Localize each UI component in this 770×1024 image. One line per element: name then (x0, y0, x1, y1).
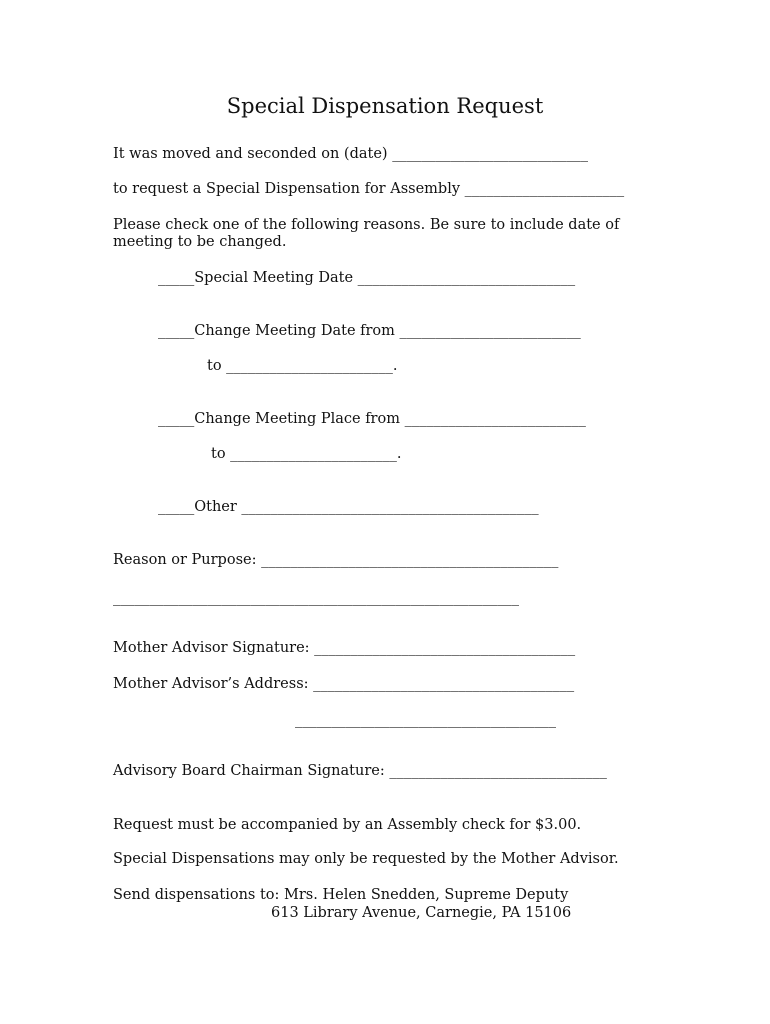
other-option: _____Other _________________________________________ (158, 499, 539, 515)
send-to-address: 613 Library Avenue, Carnegie, PA 15106 (271, 905, 572, 921)
page-title: Special Dispensation Request (226, 94, 544, 118)
instructions-text: Please check one of the following reasons. Be sure to include date of meeting to be changed. (113, 217, 620, 250)
reason-purpose-line: Reason or Purpose: _________________________________________ (113, 552, 559, 568)
mother-advisor-address-line-2: ____________________________________ (295, 712, 556, 728)
mother-advisor-signature-line: Mother Advisor Signature: ____________________________________ (113, 640, 576, 656)
reason-continued-line: ________________________________________________________ (113, 590, 519, 606)
change-meeting-date-to: to _______________________. (207, 358, 398, 374)
send-to-name: Send dispensations to: Mrs. Helen Snedden, Supreme Deputy (113, 887, 569, 903)
change-meeting-date-option: _____Change Meeting Date from _________________________ (158, 323, 581, 339)
check-note: Request must be accompanied by an Assembly check for $3.00. (113, 817, 582, 833)
mother-advisor-address-line: Mother Advisor’s Address: ____________________________________ (113, 676, 575, 692)
assembly-line: to request a Special Dispensation for Assembly ______________________ (113, 181, 625, 197)
mother-advisor-note: Special Dispensations may only be requested by the Mother Advisor. (113, 851, 619, 867)
board-chairman-signature-line: Advisory Board Chairman Signature: ______________________________ (113, 763, 607, 779)
moved-date-line: It was moved and seconded on (date) ___________________________ (113, 146, 588, 162)
change-meeting-place-to: to _______________________. (211, 446, 402, 462)
change-meeting-place-option: _____Change Meeting Place from _________________________ (158, 411, 586, 427)
special-meeting-date-option: _____Special Meeting Date ______________________________ (158, 270, 576, 286)
